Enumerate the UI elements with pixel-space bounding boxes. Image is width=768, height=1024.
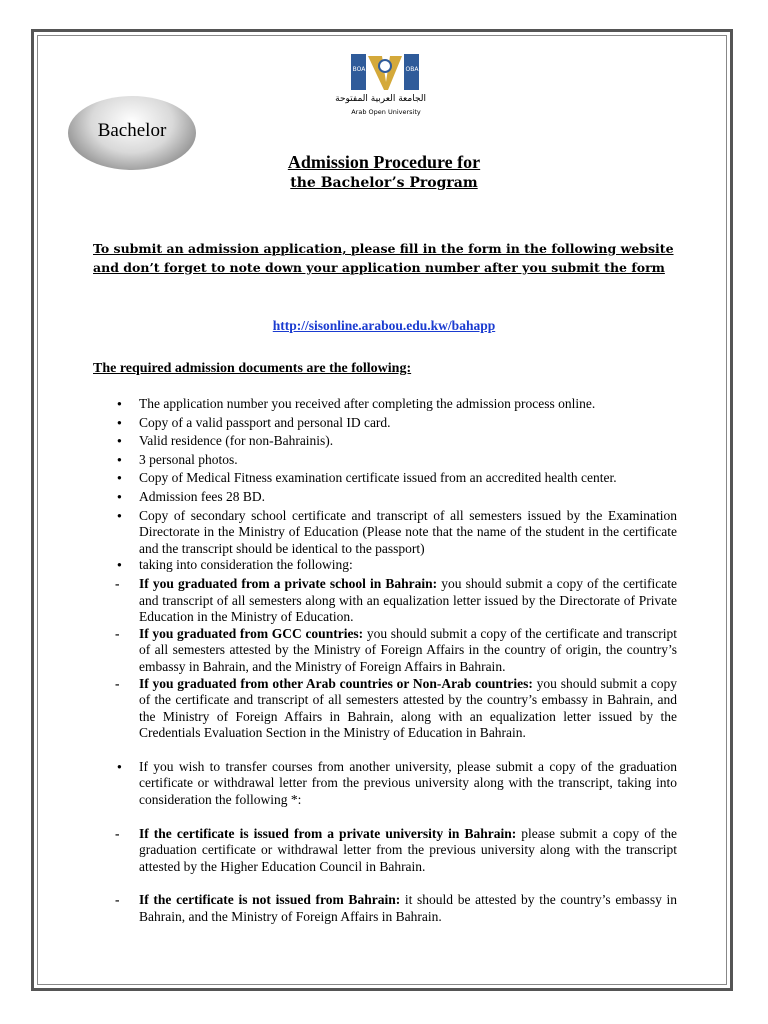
logo-english-text: Arab Open University bbox=[351, 108, 421, 116]
list-item-text bbox=[139, 396, 677, 415]
list-item-body: you should submit a copy of the certificate and transcript of all semesters attested by the Ministry of Foreign Affairs in the country of origin, the country’s embassy in Bahrain, and the Ministry of Foreign Affairs in Bahrain. bbox=[139, 625, 677, 674]
list-item-text bbox=[139, 470, 677, 489]
application-link[interactable]: http://sisonline.arabou.edu.kw/bahapp bbox=[272, 318, 496, 333]
list-item-body: Admission fees 28 BD. bbox=[139, 488, 265, 504]
list-item bbox=[115, 489, 677, 508]
list-item-text bbox=[139, 576, 677, 626]
list-item-bold: If you graduated from other Arab countries or Non-Arab countries: bbox=[139, 675, 533, 691]
list-item-text bbox=[139, 452, 677, 471]
bullet-icon bbox=[115, 396, 139, 415]
list-item-text bbox=[139, 508, 677, 558]
list-item-body: If you wish to transfer courses from another university, please submit a copy of the graduation certificate or withdrawal letter from the previous university along with the transcript, taking into consideration the following *: bbox=[139, 758, 677, 808]
list-item-body: The application number you received after completing the admission process online. bbox=[139, 396, 596, 411]
list-item bbox=[115, 415, 677, 434]
list-item bbox=[115, 433, 677, 452]
list-item-body: Copy of Medical Fitness examination certificate issued from an accredited health center. bbox=[139, 470, 617, 486]
list-item-text bbox=[139, 489, 677, 508]
list-item bbox=[115, 576, 677, 626]
list-item-text bbox=[139, 676, 677, 742]
list-item-bold: If you graduated from GCC countries: bbox=[139, 625, 364, 641]
list-item-text bbox=[139, 892, 677, 925]
dash-marker: - bbox=[115, 892, 120, 908]
list-item bbox=[115, 508, 677, 558]
list-item bbox=[115, 676, 677, 742]
bullet-icon bbox=[115, 759, 139, 809]
list-item-body: Copy of secondary school certificate and transcript of all semesters issued by the Examination Directorate in the Ministry of Education (Please note that the name of the student in the certificate and the transcript should be identical to the passport) bbox=[139, 507, 677, 556]
bullet-icon bbox=[115, 452, 139, 471]
list-item-text bbox=[139, 415, 677, 434]
dash-marker: - bbox=[115, 675, 120, 691]
bullet-icon bbox=[115, 557, 139, 576]
list-item-body: 3 personal photos. bbox=[139, 451, 238, 467]
university-logo bbox=[335, 52, 426, 122]
documents-list bbox=[115, 396, 677, 926]
logo-side-left: BOA bbox=[352, 66, 366, 73]
dash-marker: - bbox=[115, 625, 120, 641]
page-subtitle: the Bachelor’s Program bbox=[290, 175, 478, 191]
bullet-icon bbox=[115, 470, 139, 489]
list-item-bold: If the certificate is issued from a private university in Bahrain: bbox=[139, 825, 517, 841]
list-item bbox=[115, 396, 677, 415]
list-item bbox=[115, 759, 677, 809]
list-item-text bbox=[139, 557, 677, 576]
list-item bbox=[115, 892, 677, 925]
list-item bbox=[115, 557, 677, 576]
bullet-icon bbox=[115, 508, 139, 558]
dash-marker: - bbox=[115, 825, 120, 841]
intro-text: To submit an admission application, please fill in the form in the following website and don’t forget to note down your application number after you submit the form bbox=[93, 241, 674, 275]
list-item-body: you should submit a copy of the certificate and transcript of all semesters attested by the country’s embassy in Bahrain, and the Ministry of Foreign Affairs in Bahrain, along with an equalization letter issued by the Credentials Evaluation Section in the Ministry of Education in Bahrain. bbox=[139, 675, 677, 741]
bullet-icon bbox=[115, 415, 139, 434]
list-item-body: Valid residence (for non-Bahrainis). bbox=[139, 433, 334, 449]
list-item-body: taking into consideration the following: bbox=[139, 557, 353, 573]
list-item-body: Copy of a valid passport and personal ID card. bbox=[139, 414, 391, 430]
list-gap bbox=[115, 742, 677, 759]
list-item-text bbox=[139, 759, 677, 809]
list-item bbox=[115, 470, 677, 489]
list-item-bold: If the certificate is not issued from Bahrain: bbox=[139, 892, 401, 908]
list-item-text bbox=[139, 626, 677, 676]
logo-side-right: OBA bbox=[405, 66, 419, 73]
list-item-body: it should be attested by the country’s embassy in Bahrain, and the Ministry of Foreign Affairs in Bahrain. bbox=[139, 892, 677, 925]
list-item bbox=[115, 826, 677, 876]
list-item bbox=[115, 452, 677, 471]
logo-arabic-text: الجامعة العربية المفتوحة bbox=[335, 94, 426, 104]
bullet-icon bbox=[115, 489, 139, 508]
list-item-text bbox=[139, 826, 677, 876]
required-documents-heading: The required admission documents are the following: bbox=[93, 361, 412, 376]
list-gap bbox=[115, 809, 677, 826]
list-item-body: you should submit a copy of the certificate and transcript of all semesters along with an equalization letter issued by the Directorate of Private Education in the Ministry of Education. bbox=[139, 575, 678, 625]
bullet-icon bbox=[115, 433, 139, 452]
list-item bbox=[115, 626, 677, 676]
badge-label: Bachelor bbox=[97, 120, 167, 141]
page-title: Admission Procedure for bbox=[287, 152, 481, 172]
list-gap bbox=[115, 875, 677, 892]
dash-marker: - bbox=[115, 575, 120, 591]
list-item-text bbox=[139, 433, 677, 452]
list-item-body: please submit a copy of the graduation certificate or withdrawal letter from the previous university along with the transcript attested by the Higher Education Council in Bahrain. bbox=[139, 825, 677, 874]
list-item-bold: If you graduated from a private school in Bahrain: bbox=[139, 575, 438, 591]
